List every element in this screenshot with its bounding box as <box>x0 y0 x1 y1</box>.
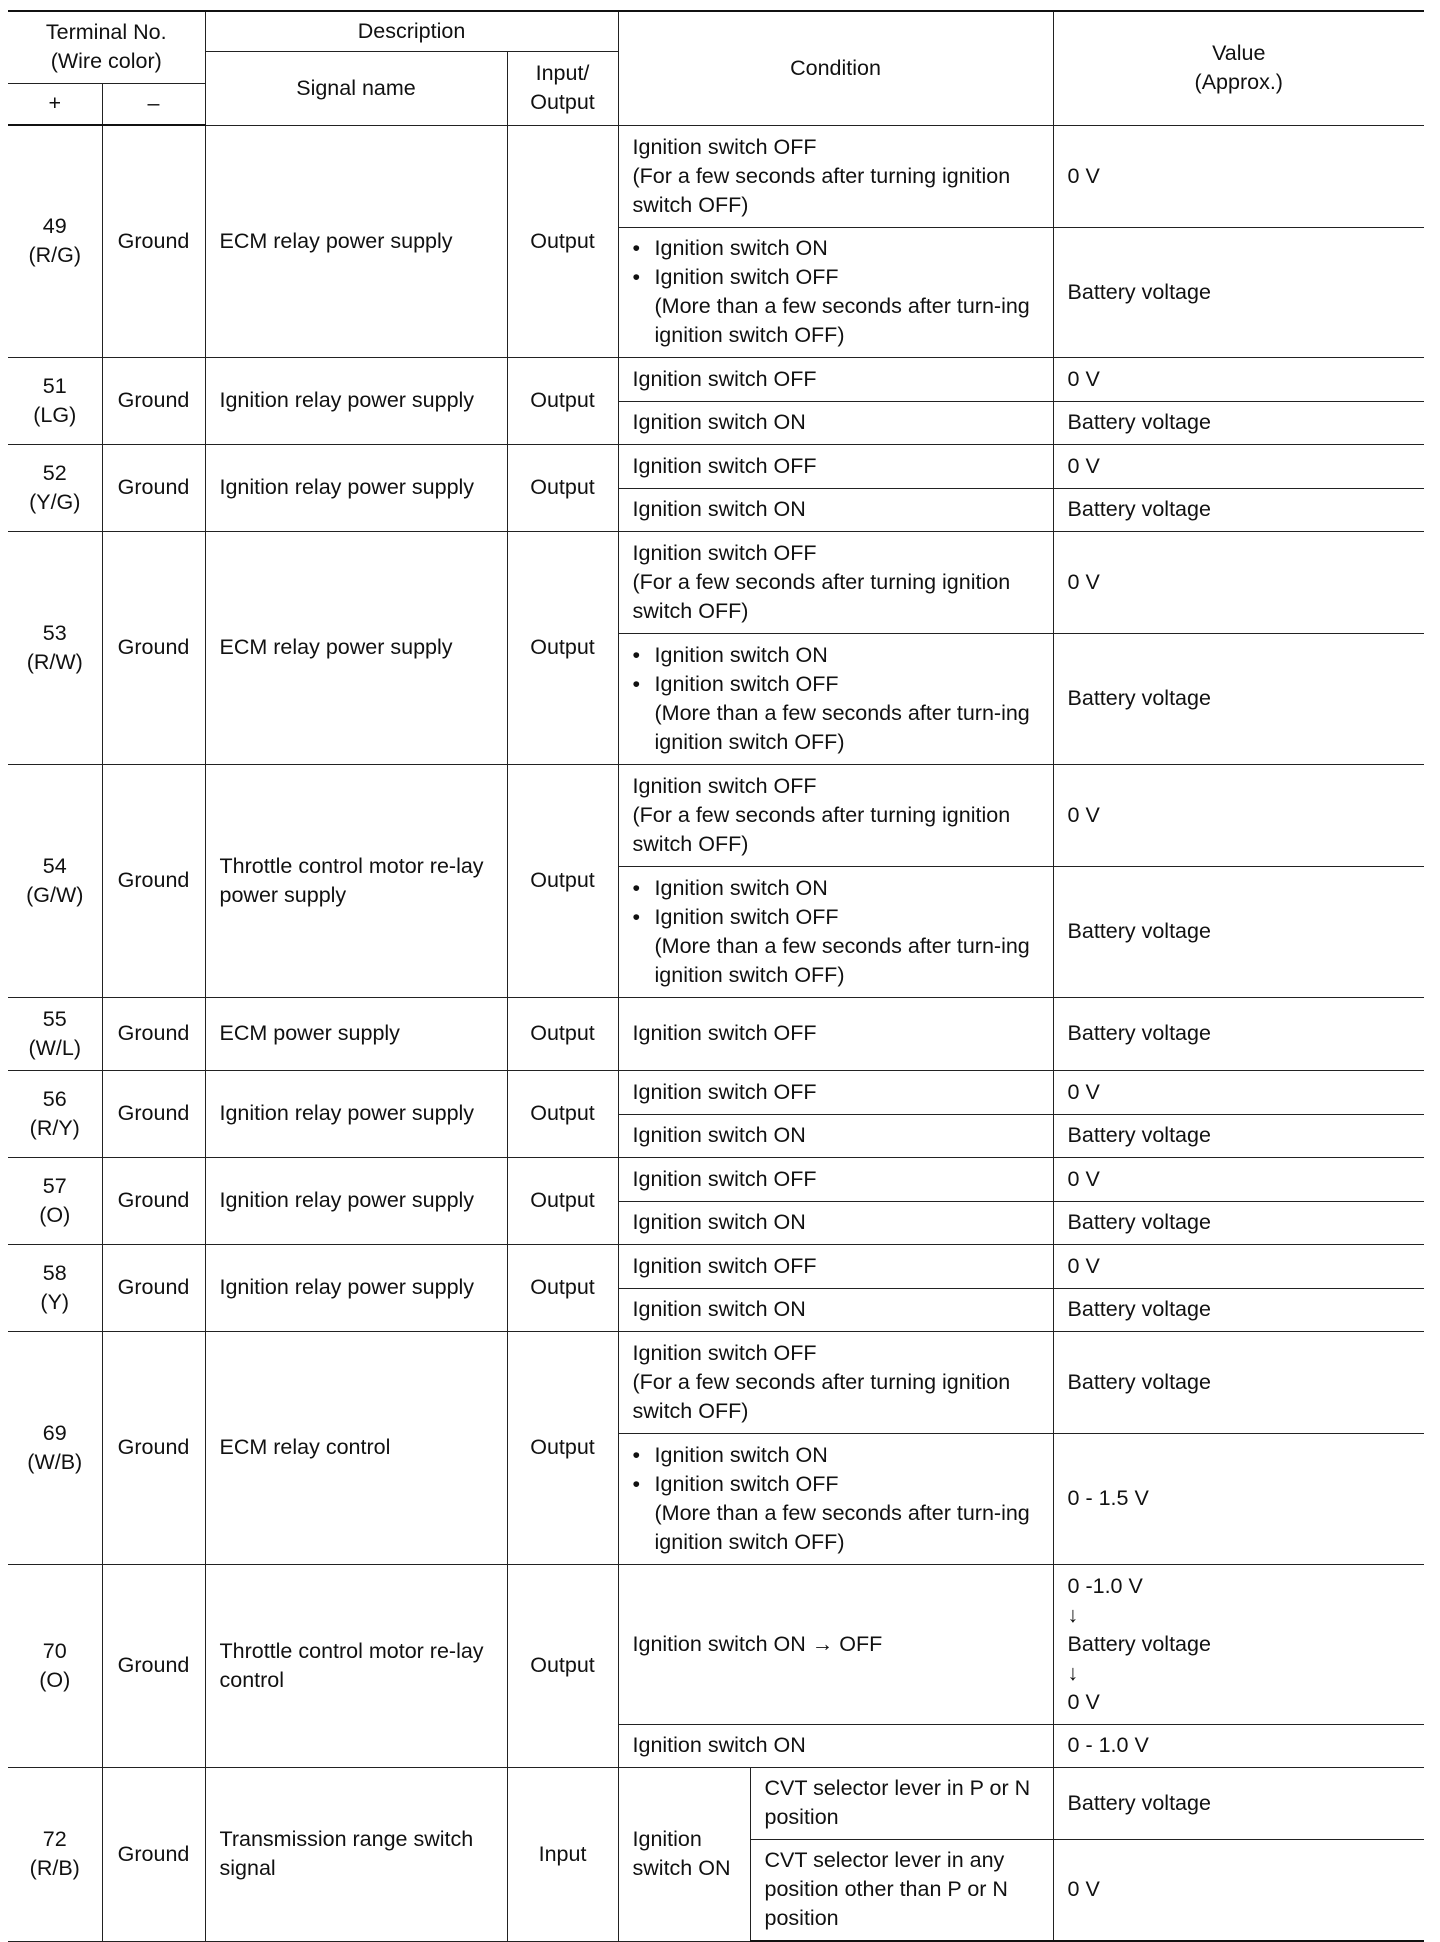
value-cell: 0 V <box>1053 1157 1424 1201</box>
signal-name: Ignition relay power supply <box>205 1157 507 1244</box>
terminal-number: 69 (W/B) <box>8 1331 102 1564</box>
signal-name-header: Signal name <box>205 51 507 125</box>
table-row <box>8 444 1424 488</box>
terminal-number: 58 (Y) <box>8 1244 102 1331</box>
input-output-header: Input/ Output <box>507 51 618 125</box>
value-cell: Battery voltage <box>1053 488 1424 531</box>
io-type: Output <box>507 1331 618 1564</box>
condition-cell: Ignition switch ON → OFF <box>618 1564 1053 1724</box>
condition-cell: Ignition switch OFF <box>618 444 1053 488</box>
signal-name: ECM relay power supply <box>205 125 507 357</box>
condition-cell: Ignition switch OFF <box>618 997 1053 1070</box>
value-cell: Battery voltage <box>1053 1288 1424 1331</box>
value-cell: Battery voltage <box>1053 633 1424 764</box>
terminal-number: 56 (R/Y) <box>8 1070 102 1157</box>
value-cell: Battery voltage <box>1053 1114 1424 1157</box>
value-cell: 0 V <box>1053 764 1424 866</box>
condition-cell: Ignition switch OFF (For a few seconds after turning ignition switch OFF) <box>618 531 1053 633</box>
terminal-number: 55 (W/L) <box>8 997 102 1070</box>
io-type: Output <box>507 531 618 764</box>
io-type: Output <box>507 1157 618 1244</box>
value-cell: 0 V <box>1053 531 1424 633</box>
signal-name: ECM relay power supply <box>205 531 507 764</box>
table-row <box>8 1331 1424 1433</box>
minus-header: – <box>102 83 205 125</box>
condition-cell: • Ignition switch ON • Ignition switch OFF (More than a few seconds after turn-ing ignition switch OFF) <box>618 1433 1053 1564</box>
value-cell: 0 V <box>1053 1839 1424 1941</box>
ground-terminal: Ground <box>102 997 205 1070</box>
io-type: Output <box>507 764 618 997</box>
value-cell: 0 - 1.0 V <box>1053 1724 1424 1767</box>
signal-name: Ignition relay power supply <box>205 1244 507 1331</box>
value-cell: Battery voltage <box>1053 1767 1424 1839</box>
terminal-number: 51 (LG) <box>8 357 102 444</box>
condition-cell: Ignition switch OFF <box>618 1070 1053 1114</box>
condition-cell: Ignition switch ON <box>618 1724 1053 1767</box>
ecm-terminal-table <box>8 10 1424 1942</box>
condition-cell: CVT selector lever in P or N position <box>750 1767 1053 1839</box>
condition-cell: • Ignition switch ON • Ignition switch OFF (More than a few seconds after turn-ing ignition switch OFF) <box>618 633 1053 764</box>
condition-cell: Ignition switch ON <box>618 488 1053 531</box>
terminal-table-page <box>8 10 1424 1942</box>
terminal-number: 72 (R/B) <box>8 1767 102 1941</box>
table-row <box>8 125 1424 227</box>
ground-terminal: Ground <box>102 1564 205 1767</box>
io-type: Output <box>507 1564 618 1767</box>
value-cell: 0 V <box>1053 1070 1424 1114</box>
condition-cell: Ignition switch ON <box>618 1114 1053 1157</box>
condition-cell: Ignition switch ON <box>618 1288 1053 1331</box>
condition-cell: Ignition switch OFF (For a few seconds after turning ignition switch OFF) <box>618 1331 1053 1433</box>
condition-cell: Ignition switch OFF (For a few seconds after turning ignition switch OFF) <box>618 764 1053 866</box>
arrow-down-icon: ↓ <box>1067 1660 1079 1685</box>
signal-name: Ignition relay power supply <box>205 444 507 531</box>
value-cell: 0 - 1.5 V <box>1053 1433 1424 1564</box>
value-cell: Battery voltage <box>1053 401 1424 444</box>
condition-cell: Ignition switch OFF (For a few seconds after turning ignition switch OFF) <box>618 125 1053 227</box>
condition-cell: Ignition switch OFF <box>618 1244 1053 1288</box>
ground-terminal: Ground <box>102 1157 205 1244</box>
table-row <box>8 1564 1424 1724</box>
condition-cell: Ignition switch OFF <box>618 1157 1053 1201</box>
table-row <box>8 531 1424 633</box>
signal-name: Transmission range switch signal <box>205 1767 507 1941</box>
condition-main-cell: Ignition switch ON <box>618 1767 750 1941</box>
value-cell: 0 V <box>1053 125 1424 227</box>
signal-name: ECM power supply <box>205 997 507 1070</box>
io-type: Output <box>507 1244 618 1331</box>
signal-name: Ignition relay power supply <box>205 1070 507 1157</box>
ground-terminal: Ground <box>102 764 205 997</box>
value-cell: 0 V <box>1053 1244 1424 1288</box>
ground-terminal: Ground <box>102 125 205 357</box>
signal-name: Throttle control motor re-lay power supply <box>205 764 507 997</box>
io-type: Output <box>507 444 618 531</box>
value-cell: 0 V <box>1053 444 1424 488</box>
condition-cell: • Ignition switch ON • Ignition switch OFF (More than a few seconds after turn-ing ignition switch OFF) <box>618 866 1053 997</box>
signal-name: ECM relay control <box>205 1331 507 1564</box>
ground-terminal: Ground <box>102 357 205 444</box>
io-type: Output <box>507 997 618 1070</box>
table-row <box>8 357 1424 401</box>
io-type: Output <box>507 125 618 357</box>
condition-cell: • Ignition switch ON • Ignition switch OFF (More than a few seconds after turn-ing ignition switch OFF) <box>618 227 1053 357</box>
io-type: Input <box>507 1767 618 1941</box>
ground-terminal: Ground <box>102 531 205 764</box>
ground-terminal: Ground <box>102 1767 205 1941</box>
ground-terminal: Ground <box>102 1070 205 1157</box>
terminal-no-header: Terminal No. (Wire color) <box>8 11 205 83</box>
value-cell: Battery voltage <box>1053 227 1424 357</box>
value-cell: Battery voltage <box>1053 866 1424 997</box>
table-row <box>8 764 1424 866</box>
io-type: Output <box>507 1070 618 1157</box>
table-row <box>8 997 1424 1070</box>
condition-cell: Ignition switch ON <box>618 1201 1053 1244</box>
condition-cell: Ignition switch OFF <box>618 357 1053 401</box>
terminal-number: 70 (O) <box>8 1564 102 1767</box>
table-row <box>8 1070 1424 1114</box>
table-row <box>8 1157 1424 1201</box>
condition-cell: CVT selector lever in any position other than P or N position <box>750 1839 1053 1941</box>
ground-terminal: Ground <box>102 1244 205 1331</box>
value-cell: Battery voltage <box>1053 1201 1424 1244</box>
value-cell: Battery voltage <box>1053 1331 1424 1433</box>
value-cell: 0 -1.0 V ↓ Battery voltage ↓ 0 V <box>1053 1564 1424 1724</box>
terminal-number: 57 (O) <box>8 1157 102 1244</box>
signal-name: Ignition relay power supply <box>205 357 507 444</box>
arrow-down-icon: ↓ <box>1067 1602 1079 1627</box>
terminal-number: 54 (G/W) <box>8 764 102 997</box>
description-header: Description <box>205 11 618 51</box>
ground-terminal: Ground <box>102 444 205 531</box>
terminal-number: 53 (R/W) <box>8 531 102 764</box>
terminal-number: 49 (R/G) <box>8 125 102 357</box>
io-type: Output <box>507 357 618 444</box>
terminal-number: 52 (Y/G) <box>8 444 102 531</box>
signal-name: Throttle control motor re-lay control <box>205 1564 507 1767</box>
table-row <box>8 1244 1424 1288</box>
value-cell: Battery voltage <box>1053 997 1424 1070</box>
value-header: Value (Approx.) <box>1053 11 1424 125</box>
plus-header: + <box>8 83 102 125</box>
value-cell: 0 V <box>1053 357 1424 401</box>
condition-header: Condition <box>618 11 1053 125</box>
table-row <box>8 1767 1424 1839</box>
condition-cell: Ignition switch ON <box>618 401 1053 444</box>
ground-terminal: Ground <box>102 1331 205 1564</box>
